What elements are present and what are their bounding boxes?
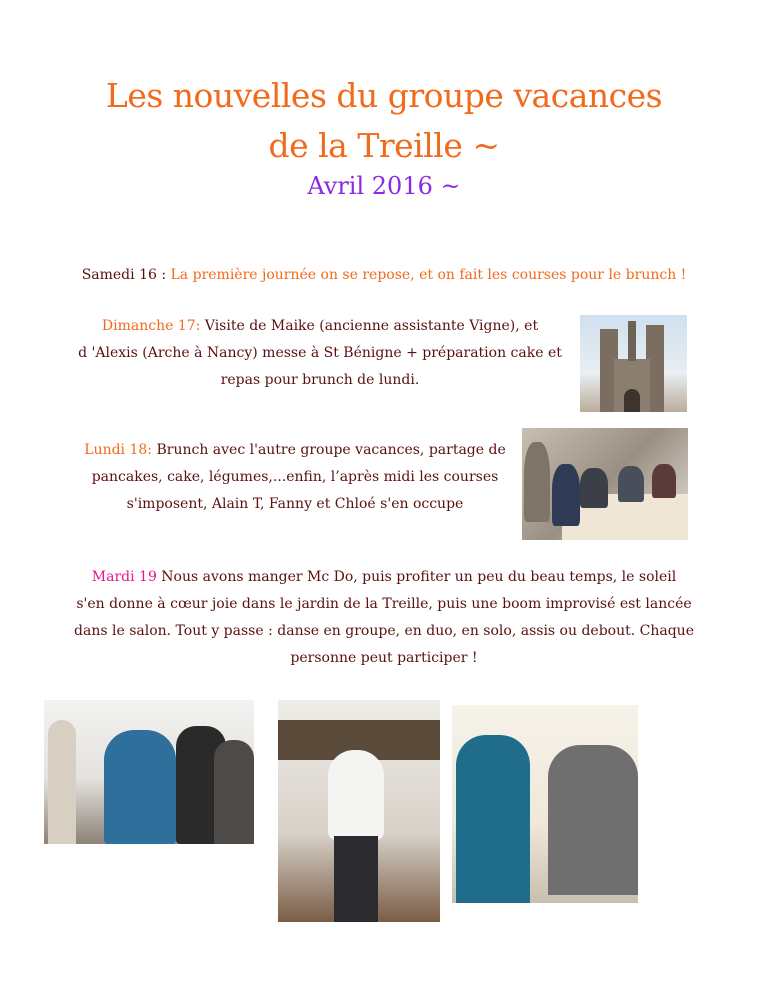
brunch-person <box>524 442 550 522</box>
dancer <box>456 735 530 903</box>
dancer <box>548 745 638 895</box>
cathedral-spire <box>628 321 636 361</box>
entry-line <box>70 437 520 464</box>
entry-line: dans le salon. Tout y passe : danse en groupe, en duo, en solo, assis ou debout. Chaque <box>74 623 694 639</box>
entry-line: repas pour brunch de lundi. <box>220 372 420 388</box>
brunch-person <box>552 464 580 526</box>
entry-line: d 'Alexis (Arche à Nancy) messe à St Bénigne + préparation cake et <box>78 345 562 361</box>
entry-text: Nous avons manger Mc Do, puis profiter un peu du beau temps, le soleil <box>156 569 677 585</box>
entry-mardi <box>34 564 734 672</box>
entry-line <box>34 564 734 591</box>
dancer <box>328 750 384 840</box>
entry-day-label: Dimanche 17: <box>101 318 201 334</box>
brunch-person <box>580 468 608 508</box>
solo-dance-photo <box>278 700 440 922</box>
brunch-photo <box>522 428 688 540</box>
dancer-legs <box>334 836 378 922</box>
dancer <box>104 730 176 844</box>
entry-text: La première journée on se repose, et on fait les courses pour le brunch ! <box>166 267 687 283</box>
page-subtitle-date: Avril 2016 ~ <box>307 172 461 200</box>
entry-line <box>70 313 570 340</box>
entry-line: pancakes, cake, légumes,...enfin, l’après midi les courses <box>91 469 499 485</box>
page-title-line-1: Les nouvelles du groupe vacances <box>105 76 663 115</box>
entry-lundi <box>70 437 520 518</box>
page-title-line-2: de la Treille ~ <box>268 126 500 165</box>
entry-text: Visite de Maike (ancienne assistante Vigne), et <box>200 318 539 334</box>
entry-day-label: Samedi 16 : <box>81 267 167 283</box>
cathedral-photo <box>580 315 687 412</box>
duo-dance-photo <box>452 705 638 903</box>
brunch-person <box>652 464 676 498</box>
entry-line: s'en donne à cœur joie dans le jardin de la Treille, puis une boom improvisé est lancée <box>76 596 692 612</box>
cathedral-portal <box>624 389 640 412</box>
group-dance-photo <box>44 700 254 844</box>
dancer <box>48 720 76 844</box>
entry-day-label: Mardi 19 <box>91 569 157 585</box>
entry-samedi <box>0 262 768 289</box>
entry-day-label: Lundi 18: <box>84 442 153 458</box>
entry-dimanche <box>70 313 570 394</box>
dancer <box>214 740 254 844</box>
entry-line: s'imposent, Alain T, Fanny et Chloé s'en occupe <box>126 496 464 512</box>
entry-line: personne peut participer ! <box>290 650 478 666</box>
entry-text: Brunch avec l'autre groupe vacances, partage de <box>152 442 506 458</box>
brunch-person <box>618 466 644 502</box>
